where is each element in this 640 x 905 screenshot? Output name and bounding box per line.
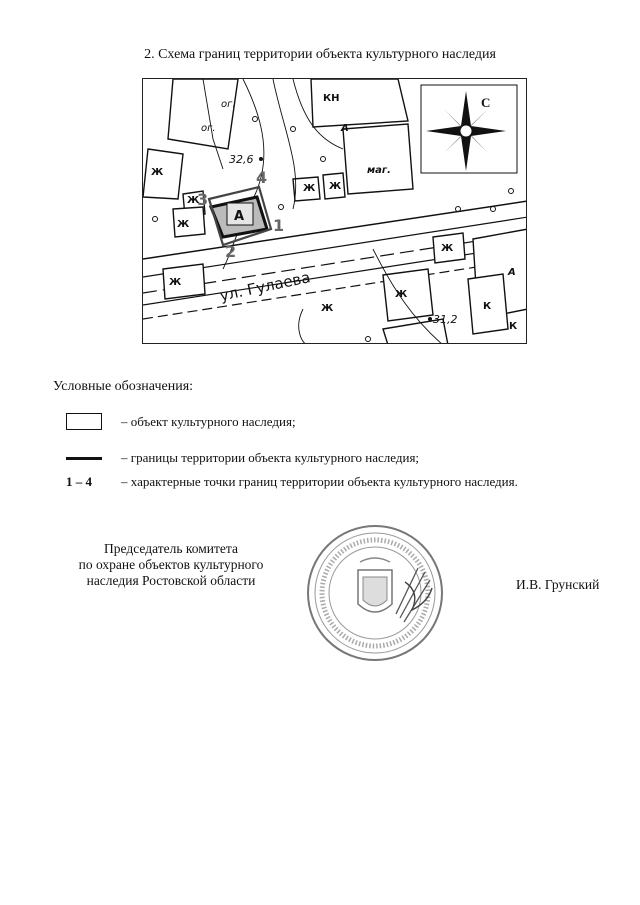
building-label: Ж bbox=[177, 219, 190, 230]
street-label: ул. Гулаева bbox=[218, 268, 312, 305]
legend-symbol-boundary bbox=[66, 457, 102, 460]
elevation-label: 32,6 bbox=[229, 153, 254, 166]
building-label: К bbox=[483, 301, 492, 312]
signatory-position-line: наследия Ростовской области bbox=[86, 573, 256, 588]
map-drawing bbox=[143, 79, 527, 344]
building-label: А bbox=[508, 267, 516, 278]
building-label: К bbox=[509, 321, 518, 332]
building-label: Ж bbox=[321, 303, 334, 314]
building-label: КН bbox=[323, 93, 340, 104]
point-label-2: 2 bbox=[225, 242, 237, 261]
signatory-position-line: по охране объектов культурного bbox=[78, 557, 264, 572]
building-label: Ж bbox=[303, 183, 316, 194]
point-label-4: 4 bbox=[256, 168, 268, 187]
building-label: Ж bbox=[329, 181, 342, 192]
compass-rose bbox=[421, 85, 517, 173]
area-label: ог. bbox=[201, 123, 216, 134]
object-label: А bbox=[234, 209, 245, 224]
area-label: ог. bbox=[221, 99, 236, 110]
page-title: 2. Схема границ территории объекта культурного наследия bbox=[144, 47, 496, 62]
compass-label: С bbox=[481, 95, 491, 110]
legend-symbol-points: 1 – 4 bbox=[66, 474, 92, 489]
legend-symbol-object bbox=[66, 413, 102, 430]
point-label-3: 3 bbox=[197, 190, 209, 209]
legend-title: Условные обозначения: bbox=[53, 379, 194, 394]
elevation-label: 31,2 bbox=[433, 313, 458, 326]
building-label: Ж bbox=[395, 289, 408, 300]
building-label: Ж bbox=[151, 167, 164, 178]
territory-map bbox=[142, 78, 527, 344]
signatory-position bbox=[60, 541, 282, 589]
point-label-1: 1 bbox=[273, 216, 285, 235]
legend-text-boundary: – границы территории объекта культурного наследия; bbox=[121, 450, 420, 465]
signatory-name: И.В. Грунский bbox=[516, 577, 600, 592]
official-seal bbox=[300, 522, 450, 664]
building-label: маг. bbox=[367, 165, 391, 176]
legend-text-object: – объект культурного наследия; bbox=[121, 414, 296, 429]
signatory-position-line: Председатель комитета bbox=[104, 541, 238, 556]
building-label: Ж bbox=[187, 195, 200, 206]
building-label: А bbox=[341, 123, 349, 134]
building-label: Ж bbox=[441, 243, 454, 254]
legend-text-points: – характерные точки границ территории объекта культурного наследия. bbox=[121, 474, 518, 489]
building-label: Ж bbox=[169, 277, 182, 288]
